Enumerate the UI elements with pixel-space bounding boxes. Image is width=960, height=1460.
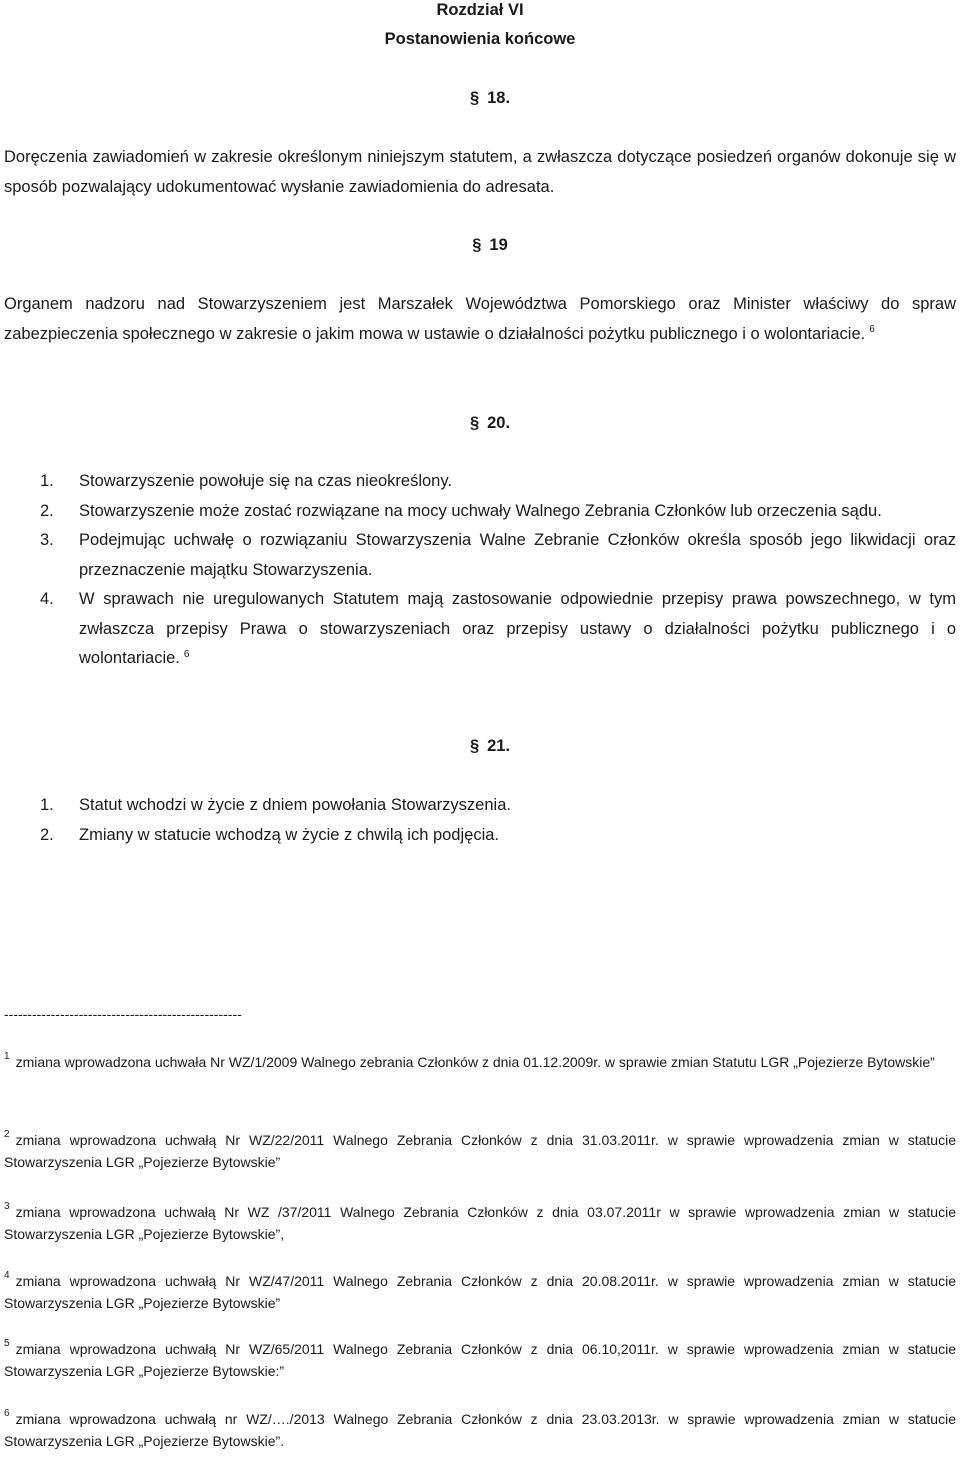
footnote-text: zmiana wprowadzona uchwała Nr WZ/1/2009 Walnego zebrania Członków z dnia 01.12.2009r. w sprawie zmian Statutu LGR „Pojezierze Bytowskie” <box>15 1054 935 1070</box>
section-19-text: Organem nadzoru nad Stowarzyszeniem jest Marszałek Województwa Pomorskiego oraz Minister właściwy do spraw zabezpieczenia społecznego w zakresie o jakim mowa w ustawie o działalności pożytku publicznego i o wolontariacie. <box>4 295 956 343</box>
item-text: Stowarzyszenie powołuje się na czas nieokreślony. <box>79 472 452 490</box>
footnote-number: 1 <box>4 1051 10 1062</box>
footnote-1 <box>4 1051 956 1073</box>
section-21-heading <box>0 732 960 762</box>
footnote-3 <box>4 1201 956 1245</box>
footnote-number: 5 <box>4 1338 10 1349</box>
footnote-number: 6 <box>4 1408 10 1419</box>
footnote-text: zmiana wprowadzona uchwałą Nr WZ/47/2011 Walnego Zebrania Członków z dnia 20.08.2011r. w sprawie wprowadzenia zmian w statucie Stowarzyszenia LGR „Pojezierze Bytowskie” <box>4 1273 956 1311</box>
footnote-ref: 6 <box>869 324 875 335</box>
list-item <box>40 467 956 497</box>
section-symbol: § <box>469 737 480 755</box>
footnote-number: 4 <box>4 1270 10 1281</box>
footnote-6 <box>4 1408 956 1452</box>
footnote-2 <box>4 1129 956 1173</box>
section-20-list <box>40 467 956 674</box>
footnote-5 <box>4 1338 956 1382</box>
section-number: 21. <box>487 737 511 755</box>
item-number: 1. <box>40 472 54 490</box>
list-item <box>40 585 956 674</box>
item-number: 1. <box>40 796 54 814</box>
section-symbol: § <box>472 236 482 254</box>
section-number: 19 <box>489 236 508 254</box>
section-19-paragraph <box>4 290 956 349</box>
section-symbol: § <box>469 89 480 107</box>
footnote-ref: 6 <box>183 648 190 660</box>
item-text: Statut wchodzi w życie z dniem powołania Stowarzyszenia. <box>79 796 511 814</box>
footnote-text: zmiana wprowadzona uchwałą Nr WZ /37/2011 Walnego Zebrania Członków z dnia 03.07.2011r w sprawie wprowadzenia zmian w statucie Stowarzyszenia LGR „Pojezierze Bytowskie”, <box>4 1204 956 1242</box>
footnote-4 <box>4 1270 956 1314</box>
item-text: Podejmując uchwałę o rozwiązaniu Stowarzyszenia Walne Zebranie Członków określa sposób jego likwidacji oraz przeznaczenie majątku Stowarzyszenia. <box>79 531 956 579</box>
chapter-title: Rozdział VI <box>436 1 524 19</box>
footnote-text: zmiana wprowadzona uchwałą nr WZ/…./2013 Walnego Zebrania Członków z dnia 23.03.2013r. w sprawie wprowadzenia zmian w statucie Stowarzyszenia LGR „Pojezierze Bytowskie”. <box>4 1411 956 1449</box>
list-item <box>40 821 956 851</box>
list-item <box>40 497 956 527</box>
footnote-text: zmiana wprowadzona uchwałą Nr WZ/22/2011 Walnego Zebrania Członków z dnia 31.03.2011r. w sprawie wprowadzenia zmian w statucie Stowarzyszenia LGR „Pojezierze Bytowskie” <box>4 1132 956 1170</box>
list-item <box>40 791 956 821</box>
section-21-list <box>40 791 956 850</box>
footnote-number: 3 <box>4 1201 10 1212</box>
section-number: 18. <box>487 89 511 107</box>
footnote-number: 2 <box>4 1129 10 1140</box>
list-item <box>40 526 956 585</box>
item-number: 4. <box>40 590 54 608</box>
section-symbol: § <box>469 414 480 432</box>
section-18-text: Doręczenia zawiadomień w zakresie określonym niniejszym statutem, a zwłaszcza dotyczące posiedzeń organów dokonuje się w sposób pozwalający udokumentować wysłanie zawiadomienia do adresata. <box>4 148 956 196</box>
item-text: Stowarzyszenie może zostać rozwiązane na mocy uchwały Walnego Zebrania Członków lub orzeczenia sądu. <box>79 501 882 520</box>
section-18-heading <box>0 84 960 114</box>
item-number: 2. <box>40 501 54 520</box>
section-19-heading <box>0 231 960 261</box>
item-text: W sprawach nie uregulowanych Statutem mają zastosowanie odpowiednie przepisy prawa powszechnego, w tym zwłaszcza przepisy Prawa o stowarzyszeniach oraz przepisy ustawy o działalności pożytku publicznego i o wolontariacie. <box>79 590 956 667</box>
item-number: 3. <box>40 531 54 549</box>
item-text: Zmiany w statucie wchodzą w życie z chwilą ich podjęcia. <box>79 825 500 844</box>
section-number: 20. <box>487 414 511 432</box>
footnote-text: zmiana wprowadzona uchwałą Nr WZ/65/2011 Walnego Zebrania Członków z dnia 06.10,2011r. w sprawie wprowadzenia zmian w statucie Stowarzyszenia LGR „Pojezierze Bytowskie:” <box>4 1341 956 1379</box>
item-number: 2. <box>40 825 54 844</box>
section-20-heading <box>0 409 960 439</box>
chapter-subtitle: Postanowienia końcowe <box>384 30 576 48</box>
footnote-separator: --------------------------------------------------- <box>4 1006 242 1022</box>
